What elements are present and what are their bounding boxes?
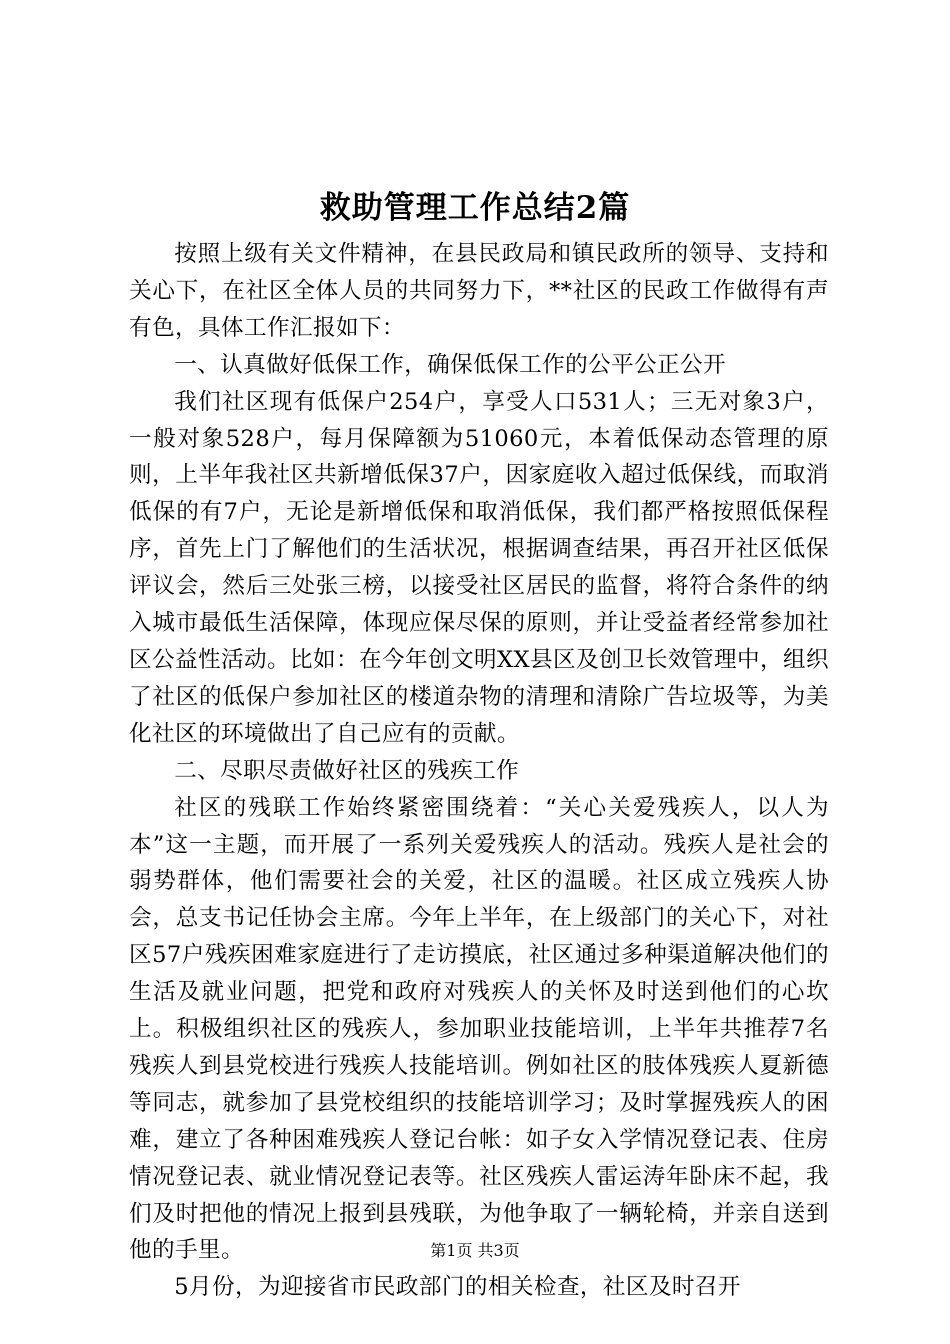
- document-body: [129, 236, 829, 1306]
- document-title: 救助管理工作总结2篇: [319, 190, 631, 226]
- section-2-paragraph: 社区的残联工作始终紧密围绕着：“关心关爱残疾人，以人为本”这一主题，而开展了一系列关爱残疾人的活动。残疾人是社会的弱势群体，他们需要社会的关爱，社区的温暖。社区成立残疾人协会，总支书记任协会主席。今年上半年，在上级部门的关心下，对社区57户残疾困难家庭进行了走访摸底，社区通过多种渠道解决他们的生活及就业问题，把党和政府对残疾人的关怀及时送到他们的心坎上。积极组织社区的残疾人，参加职业技能培训，上半年共推荐7名残疾人到县党校进行残疾人技能培训。例如社区的肢体残疾人夏新德等同志，就参加了县党校组织的技能培训学习；及时掌握残疾人的困难，建立了各种困难残疾人登记台帐：如子女入学情况登记表、住房情况登记表、就业情况登记表等。社区残疾人雷运涛年卧床不起，我们及时把他的情况上报到县残联，为他争取了一辆轮椅，并亲自送到他的手里。: [129, 794, 829, 1264]
- may-paragraph: 5月份，为迎接省市民政部门的相关检查，社区及时召开: [174, 1274, 741, 1301]
- section-heading-2: 二、尽职尽责做好社区的残疾工作: [174, 757, 520, 784]
- intro-paragraph: 按照上级有关文件精神，在县民政局和镇民政所的领导、支持和关心下，在社区全体人员的共同努力下，**社区的民政工作做得有声有色，具体工作汇报如下：: [129, 241, 829, 341]
- page-number-footer: 第1页 共3页: [430, 1241, 520, 1260]
- section-1-paragraph: 我们社区现有低保户254户，享受人口531人；三无对象3户，一般对象528户，每月保障额为51060元，本着低保动态管理的原则，上半年我社区共新增低保37户，因家庭收入超过低保线，而取消低保的有7户，无论是新增低保和取消低保，我们都严格按照低保程序，首先上门了解他们的生活状况，根据调查结果，再召开社区低保评议会，然后三处张三榜，以接受社区居民的监督，将符合条件的纳入城市最低生活保障，体现应保尽保的原则，并让受益者经常参加社区公益性活动。比如：在今年创文明XX县区及创卫长效管理中，组织了社区的低保户参加社区的楼道杂物的清理和清除广告垃圾等，为美化社区的环境做出了自己应有的贡献。: [129, 388, 829, 747]
- section-heading-1: 一、认真做好低保工作，确保低保工作的公平公正公开: [174, 351, 727, 378]
